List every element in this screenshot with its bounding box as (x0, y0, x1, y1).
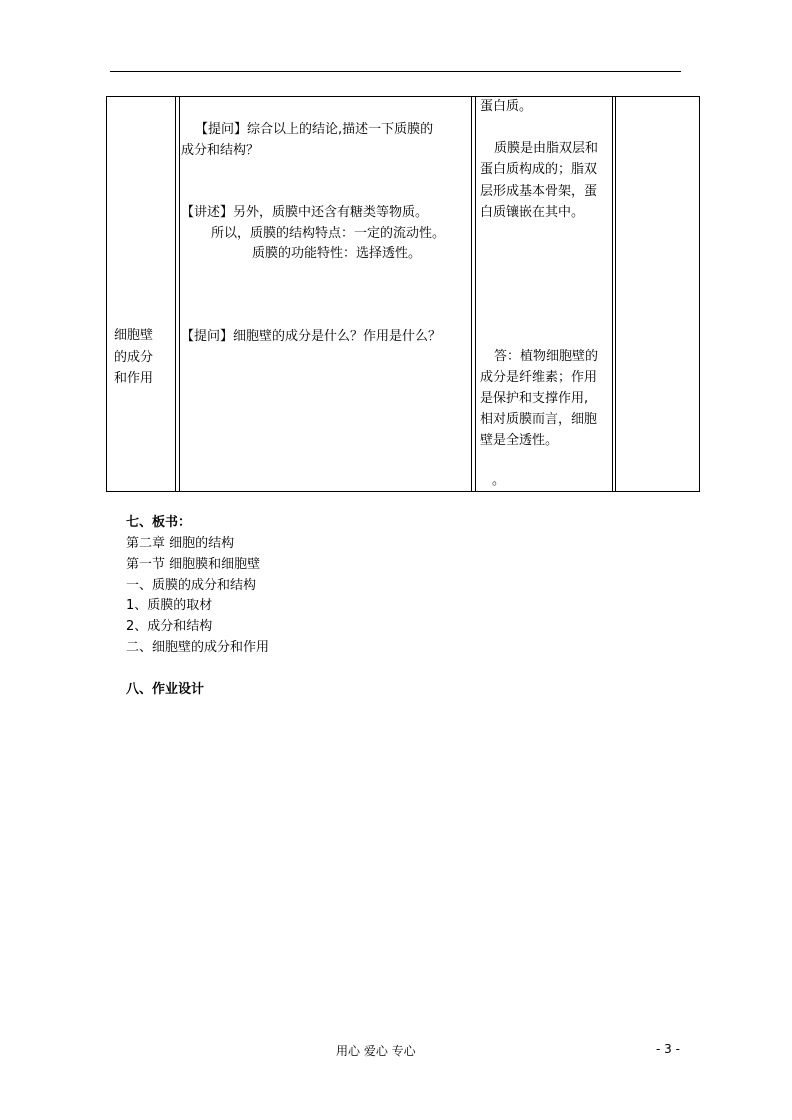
topic-line: 和作用 (114, 371, 154, 386)
lesson-table (106, 96, 700, 492)
answer-text: 蛋白质。 (480, 99, 533, 114)
column-divider (612, 97, 613, 491)
column-divider (475, 97, 476, 491)
board-line: 1、质膜的取材 (126, 598, 213, 613)
page-number: - 3 - (656, 1042, 680, 1056)
topic-line: 细胞壁 (114, 328, 154, 343)
section-heading: 七、板书： (126, 515, 192, 530)
board-line: 2、成分和结构 (126, 619, 213, 634)
lecture-text: 质膜的功能特性：选择透性。 (252, 246, 422, 261)
question-text: 【提问】细胞壁的成分是什么？作用是什么？ (181, 329, 442, 344)
answer-text: 层形成基本骨架，蛋 (480, 184, 598, 199)
board-line: 第一节 细胞膜和细胞壁 (126, 557, 261, 572)
answer-text: 质膜是由脂双层和 (494, 141, 599, 156)
column-divider (179, 97, 180, 491)
answer-text: 成分是纤维素；作用 (480, 370, 598, 385)
lecture-text: 所以，质膜的结构特点：一定的流动性。 (211, 226, 446, 241)
answer-text: 答：植物细胞壁的 (494, 349, 599, 364)
topic-line: 的成分 (114, 350, 154, 365)
answer-text: 相对质膜而言，细胞 (480, 412, 598, 427)
question-text: 成分和结构？ (181, 143, 260, 158)
answer-text: 壁是全透性。 (480, 433, 559, 448)
question-text: 【提问】综合以上的结论,描述一下质膜的 (195, 122, 434, 137)
section-heading: 八、作业设计 (126, 682, 205, 697)
answer-text: 。 (492, 473, 506, 488)
board-line: 二、细胞壁的成分和作用 (126, 640, 270, 655)
header-rule (110, 71, 681, 72)
answer-text: 是保护和支撑作用, (480, 391, 589, 406)
column-divider (471, 97, 472, 491)
column-divider (615, 97, 616, 491)
lecture-text: 【讲述】另外，质膜中还含有糖类等物质。 (181, 205, 429, 220)
footer-slogan: 用心 爱心 专心 (336, 1044, 416, 1058)
answer-text: 白质镶嵌在其中。 (480, 205, 585, 220)
answer-text: 蛋白质构成的；脂双 (480, 162, 598, 177)
column-divider (175, 97, 176, 491)
board-line: 第二章 细胞的结构 (126, 536, 235, 551)
board-line: 一、质膜的成分和结构 (126, 578, 257, 593)
